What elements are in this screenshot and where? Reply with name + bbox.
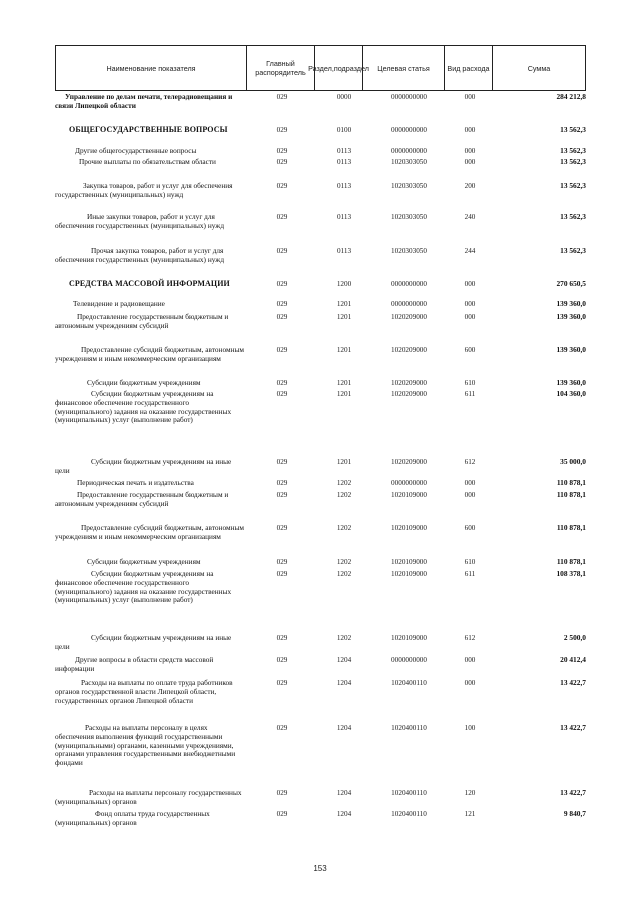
row-section-code: 1201 bbox=[336, 300, 352, 308]
row-expense-type-code: 610 bbox=[464, 558, 476, 566]
row-expense-type-code: 611 bbox=[464, 390, 476, 398]
row-section-code: 0000 bbox=[336, 93, 352, 101]
row-admin-code: 029 bbox=[276, 810, 288, 818]
row-indicator-name: Предоставление государственным бюджетным и автономным учреждениям субсидий bbox=[55, 490, 229, 508]
row-indicator-name: СРЕДСТВА МАССОВОЙ ИНФОРМАЦИИ bbox=[69, 279, 230, 288]
row-admin-code: 029 bbox=[276, 570, 288, 578]
row-target-code: 0000000000 bbox=[391, 300, 427, 308]
row-admin-code: 029 bbox=[276, 300, 288, 308]
row-admin-code: 029 bbox=[276, 458, 288, 466]
row-section-code: 1200 bbox=[336, 280, 352, 288]
row-indicator-name: Другие вопросы в области средств массовой информации bbox=[55, 655, 214, 673]
row-sum: 110 878,1 bbox=[556, 557, 586, 566]
row-sum: 35 000,0 bbox=[560, 457, 586, 466]
row-expense-type-code: 000 bbox=[464, 491, 476, 499]
row-admin-code: 029 bbox=[276, 558, 288, 566]
header-admin: Главный распорядитель bbox=[246, 46, 314, 90]
row-sum: 13 562,3 bbox=[560, 212, 586, 221]
row-admin-code: 029 bbox=[276, 280, 288, 288]
header-section: Раздел,подраздел bbox=[314, 46, 362, 90]
row-target-code: 1020303050 bbox=[391, 213, 427, 221]
row-indicator-name: Расходы на выплаты персоналу государственных (муниципальных) органов bbox=[55, 788, 242, 806]
row-sum: 104 360,0 bbox=[556, 389, 586, 398]
row-expense-type-code: 100 bbox=[464, 724, 476, 732]
row-indicator-name: Субсидии бюджетным учреждениям на финансовое обеспечение государственного (муниципального) задания на оказание государственных (муниципальных) услуг (выполнение работ) bbox=[55, 389, 232, 425]
row-indicator-name: Субсидии бюджетным учреждениям на финансовое обеспечение государственного (муниципального) задания на оказание государственных (муниципальных) услуг (выполнение работ) bbox=[55, 569, 232, 605]
row-expense-type-code: 000 bbox=[464, 656, 476, 664]
row-admin-code: 029 bbox=[276, 656, 288, 664]
row-target-code: 1020209000 bbox=[391, 379, 427, 387]
row-indicator-name: Периодическая печать и издательства bbox=[77, 478, 194, 487]
row-section-code: 1204 bbox=[336, 810, 352, 818]
row-target-code: 1020400110 bbox=[391, 679, 427, 687]
row-sum: 110 878,1 bbox=[556, 478, 586, 487]
row-sum: 108 378,1 bbox=[556, 569, 586, 578]
row-section-code: 1202 bbox=[336, 570, 352, 578]
row-target-code: 1020400110 bbox=[391, 789, 427, 797]
row-admin-code: 029 bbox=[276, 93, 288, 101]
row-section-code: 1202 bbox=[336, 558, 352, 566]
row-target-code: 1020303050 bbox=[391, 247, 427, 255]
row-section-code: 0100 bbox=[336, 126, 352, 134]
row-target-code: 1020209000 bbox=[391, 346, 427, 354]
row-sum: 13 422,7 bbox=[560, 678, 586, 687]
row-target-code: 1020400110 bbox=[391, 810, 427, 818]
row-expense-type-code: 612 bbox=[464, 634, 476, 642]
row-section-code: 1204 bbox=[336, 724, 352, 732]
row-indicator-name: Фонд оплаты труда государственных (муниципальных) органов bbox=[55, 809, 210, 827]
row-section-code: 0113 bbox=[336, 213, 352, 221]
row-indicator-name: Прочие выплаты по обязательствам области bbox=[79, 157, 216, 166]
row-sum: 284 212,8 bbox=[556, 92, 586, 101]
row-expense-type-code: 600 bbox=[464, 346, 476, 354]
row-section-code: 0113 bbox=[336, 247, 352, 255]
row-expense-type-code: 000 bbox=[464, 126, 476, 134]
row-admin-code: 029 bbox=[276, 479, 288, 487]
header-expense-type: Вид расхода bbox=[444, 46, 492, 90]
row-expense-type-code: 000 bbox=[464, 679, 476, 687]
row-expense-type-code: 612 bbox=[464, 458, 476, 466]
row-sum: 110 878,1 bbox=[556, 523, 586, 532]
row-target-code: 1020209000 bbox=[391, 458, 427, 466]
row-sum: 9 840,7 bbox=[563, 809, 586, 818]
row-section-code: 0113 bbox=[336, 158, 352, 166]
row-indicator-name: Управление по делам печати, телерадиовещания и связи Липецкой области bbox=[55, 92, 233, 110]
row-expense-type-code: 611 bbox=[464, 570, 476, 578]
row-indicator-name: Телевидение и радиовещание bbox=[73, 299, 165, 308]
row-sum: 139 360,0 bbox=[556, 299, 586, 308]
row-admin-code: 029 bbox=[276, 247, 288, 255]
row-expense-type-code: 200 bbox=[464, 182, 476, 190]
row-admin-code: 029 bbox=[276, 182, 288, 190]
row-admin-code: 029 bbox=[276, 346, 288, 354]
row-target-code: 1020400110 bbox=[391, 724, 427, 732]
row-section-code: 1204 bbox=[336, 789, 352, 797]
row-admin-code: 029 bbox=[276, 379, 288, 387]
header-target: Целевая статья bbox=[362, 46, 444, 90]
row-admin-code: 029 bbox=[276, 390, 288, 398]
row-indicator-name: Предоставление государственным бюджетным и автономным учреждениям субсидий bbox=[55, 312, 229, 330]
row-target-code: 1020109000 bbox=[391, 570, 427, 578]
row-sum: 110 878,1 bbox=[556, 490, 586, 499]
row-section-code: 1201 bbox=[336, 390, 352, 398]
row-expense-type-code: 240 bbox=[464, 213, 476, 221]
row-admin-code: 029 bbox=[276, 126, 288, 134]
row-indicator-name: Иные закупки товаров, работ и услуг для обеспечения государственных (муниципальных) нужд bbox=[55, 212, 225, 230]
row-admin-code: 029 bbox=[276, 158, 288, 166]
row-expense-type-code: 000 bbox=[464, 313, 476, 321]
row-section-code: 0113 bbox=[336, 182, 352, 190]
row-sum: 139 360,0 bbox=[556, 312, 586, 321]
row-sum: 13 562,3 bbox=[560, 181, 586, 190]
row-expense-type-code: 000 bbox=[464, 158, 476, 166]
row-section-code: 1202 bbox=[336, 634, 352, 642]
row-expense-type-code: 610 bbox=[464, 379, 476, 387]
row-expense-type-code: 000 bbox=[464, 300, 476, 308]
page-number: 153 bbox=[313, 864, 327, 873]
row-target-code: 1020109000 bbox=[391, 524, 427, 532]
row-section-code: 1202 bbox=[336, 491, 352, 499]
row-expense-type-code: 244 bbox=[464, 247, 476, 255]
row-expense-type-code: 121 bbox=[464, 810, 476, 818]
row-admin-code: 029 bbox=[276, 213, 288, 221]
row-sum: 2 500,0 bbox=[563, 633, 586, 642]
row-sum: 20 412,4 bbox=[560, 655, 586, 664]
row-section-code: 1201 bbox=[336, 458, 352, 466]
row-target-code: 0000000000 bbox=[391, 93, 427, 101]
row-target-code: 1020109000 bbox=[391, 491, 427, 499]
row-sum: 270 650,5 bbox=[556, 279, 586, 288]
row-expense-type-code: 000 bbox=[464, 147, 476, 155]
row-admin-code: 029 bbox=[276, 147, 288, 155]
row-indicator-name: Расходы на выплаты по оплате труда работников органов государственной власти Липецкой области, государственных органов Липецкой области bbox=[55, 678, 233, 705]
row-expense-type-code: 600 bbox=[464, 524, 476, 532]
row-expense-type-code: 120 bbox=[464, 789, 476, 797]
row-sum: 13 562,3 bbox=[560, 246, 586, 255]
row-indicator-name: Субсидии бюджетным учреждениям bbox=[87, 557, 201, 566]
row-sum: 13 422,7 bbox=[560, 723, 586, 732]
row-target-code: 1020209000 bbox=[391, 313, 427, 321]
row-section-code: 0113 bbox=[336, 147, 352, 155]
row-admin-code: 029 bbox=[276, 724, 288, 732]
row-admin-code: 029 bbox=[276, 634, 288, 642]
row-target-code: 0000000000 bbox=[391, 479, 427, 487]
row-target-code: 0000000000 bbox=[391, 147, 427, 155]
row-indicator-name: Субсидии бюджетным учреждениям bbox=[87, 378, 201, 387]
row-target-code: 1020209000 bbox=[391, 390, 427, 398]
row-sum: 13 422,7 bbox=[560, 788, 586, 797]
row-section-code: 1202 bbox=[336, 479, 352, 487]
row-section-code: 1201 bbox=[336, 346, 352, 354]
row-expense-type-code: 000 bbox=[464, 280, 476, 288]
row-section-code: 1201 bbox=[336, 313, 352, 321]
header-name: Наименование показателя bbox=[106, 63, 196, 73]
row-sum: 13 562,3 bbox=[560, 125, 586, 134]
row-section-code: 1202 bbox=[336, 524, 352, 532]
row-expense-type-code: 000 bbox=[464, 93, 476, 101]
row-target-code: 0000000000 bbox=[391, 656, 427, 664]
row-admin-code: 029 bbox=[276, 313, 288, 321]
row-section-code: 1204 bbox=[336, 656, 352, 664]
header-sum: Сумма bbox=[492, 46, 585, 90]
row-sum: 139 360,0 bbox=[556, 378, 586, 387]
row-target-code: 1020109000 bbox=[391, 634, 427, 642]
row-indicator-name: Предоставление субсидий бюджетным, автономным учреждениям и иным некоммерческим организациям bbox=[55, 345, 245, 363]
row-section-code: 1204 bbox=[336, 679, 352, 687]
row-indicator-name: Субсидии бюджетным учреждениям на иные цели bbox=[55, 457, 232, 475]
row-indicator-name: Субсидии бюджетным учреждениям на иные цели bbox=[55, 633, 232, 651]
row-indicator-name: ОБЩЕГОСУДАРСТВЕННЫЕ ВОПРОСЫ bbox=[69, 125, 228, 134]
row-admin-code: 029 bbox=[276, 789, 288, 797]
row-target-code: 0000000000 bbox=[391, 280, 427, 288]
row-admin-code: 029 bbox=[276, 491, 288, 499]
row-target-code: 1020303050 bbox=[391, 158, 427, 166]
row-target-code: 1020109000 bbox=[391, 558, 427, 566]
row-indicator-name: Расходы на выплаты персоналу в целях обеспечения выполнения функций государственными (муниципальными) органами, казенными учреждениями, органами управления государственными внебюджетными фондами bbox=[55, 723, 236, 768]
row-expense-type-code: 000 bbox=[464, 479, 476, 487]
row-section-code: 1201 bbox=[336, 379, 352, 387]
row-sum: 13 562,3 bbox=[560, 157, 586, 166]
row-target-code: 0000000000 bbox=[391, 126, 427, 134]
row-admin-code: 029 bbox=[276, 679, 288, 687]
row-sum: 13 562,3 bbox=[560, 146, 586, 155]
row-admin-code: 029 bbox=[276, 524, 288, 532]
row-indicator-name: Прочая закупка товаров, работ и услуг для обеспечения государственных (муниципальных) нужд bbox=[55, 246, 225, 264]
row-indicator-name: Закупка товаров, работ и услуг для обеспечения государственных (муниципальных) нужд bbox=[55, 181, 233, 199]
row-indicator-name: Другие общегосударственные вопросы bbox=[75, 146, 197, 155]
row-target-code: 1020303050 bbox=[391, 182, 427, 190]
row-sum: 139 360,0 bbox=[556, 345, 586, 354]
row-indicator-name: Предоставление субсидий бюджетным, автономным учреждениям и иным некоммерческим организациям bbox=[55, 523, 245, 541]
